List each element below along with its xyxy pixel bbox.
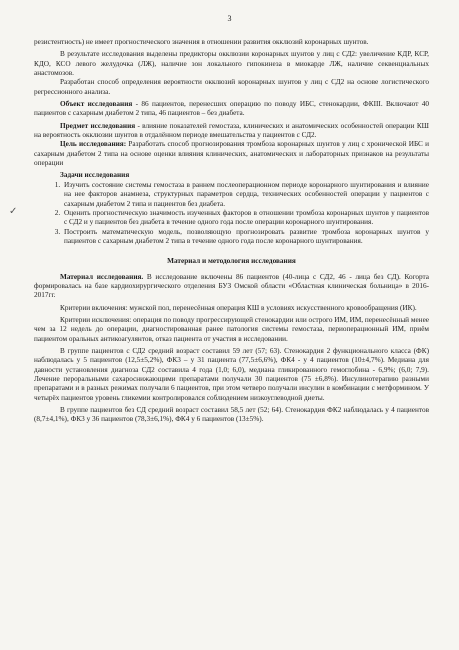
subject-label: Предмет исследования: [60, 121, 136, 130]
paragraph-group-sd2: В группе пациентов с СД2 средний возраст составил 59 лет (57; 63). Стенокардия 2 функционального класса (ФК) наблюдалась у 5 пациентов (12,5±5,2%), ФК3 – у 31 пациента (77,5±6,6%), ФК4 - у 4 пациентов (10±4,7%). Медиана для давности установления диагноза СД2 составила 4 года (1,0; 6,0), медиана гликированного гемоглобина - 6,9%; (6,0; 7,9). Лечение пероральными сахароснижающими препаратами получали 30 пациентов (75 ±6,8%). Инсулинотерапию разными препаратами и в разных режимах получали 6 пациентов, при этом четверо получали инсулин в комбинации с метформином. У четырёх пациентов уровень гликемии контролировался соблюдением низкоуглеводной диеты.: [34, 346, 429, 402]
task-item: 2. Оценить прогностическую значимость изученных факторов в отношении тромбоза коронарных шунтов у пациентов с СД2 и у пациентов без диабета в течение одного года после операции коронарного шунтирования.: [62, 209, 429, 228]
paragraph-inclusion: Критерии включения: мужской пол, перенесённая операция КШ в условиях искусственного кровообращения (ИК).: [60, 303, 417, 312]
object-label: Объект исследования: [60, 100, 133, 109]
object-text: - 86 пациентов, перенесших операцию по поводу ИБС, стенокардии, ФКIII. Включают 40 пациентов с сахарным диабетом 2 типа, 46 пациентов – без диабета.: [34, 100, 429, 118]
handwritten-checkmark: ✓: [9, 206, 18, 217]
task-item: 3. Построить математическую модель, позволяющую прогнозировать развитие тромбоза коронарных шунтов у пациентов с сахарным диабетом 2 типа в течение одного года после коронарного шунтирования.: [62, 228, 429, 247]
paragraph-predictors: В результате исследования выделены предикторы окклюзии коронарных шунтов у лиц с СД2: увеличение КДР, КСР, КДО, КСО левого желудочка (ЛЖ), наличие зон локального гипокинеза в миокарде ЛЖ, наличие секвенциальных анастомозов.: [34, 50, 429, 78]
paragraph-group-nosd: В группе пациентов без СД средний возраст составил 58,5 лет (52; 64). Стенокардия ФК2 наблюдалась у 4 пациентов (8,7±4,1%), ФК3 у 36 пациентов (78,3±6,1%), ФК4 у 6 пациентов (13±5%).: [34, 406, 429, 424]
paragraph-goal: [34, 140, 429, 168]
goal-label: Цель исследования:: [60, 140, 127, 149]
section-heading: Материал и методология исследования: [167, 257, 296, 266]
task-item: 1. Изучить состояние системы гемостаза в раннем послеоперационном периоде коронарного шунтирования и влияние на нее факторов анамнеза, структурных параметров сердца, технических особенностей операции у пациентов с сахарным диабетом 2 типа и пациентов без диабета.: [62, 181, 429, 209]
paragraph-material: [34, 273, 429, 301]
paragraph-object: [34, 100, 429, 119]
tasks-heading: Задачи исследования: [60, 171, 130, 180]
subject-text: - влияние показателей гемостаза, клинических и анатомических особенностей операции КШ на вероятность окклюзии шунтов в отдалённом периоде вмешательства у пациентов с СД2.: [34, 121, 429, 140]
paragraph-exclusion: Критерии исключения: операция по поводу прогрессирующей стенокардии или острого ИМ, ИМ, перенесённый менее чем за 12 недель до операции, диагностированная ранее патология системы гемостаза, периоперационный ИМ, приём пациентом оральных антикоагулянтов, отказ пациента от участия в исследовании.: [34, 315, 429, 343]
paragraph-method: Разработан способ определения вероятности окклюзий коронарных шунтов у лиц с СД2 на основе логистического регрессионного анализа.: [34, 78, 429, 96]
material-text: В исследование включены 86 пациентов (40-лица с СД2, 46 - лица без СД). Когорта формировалась на базе кардиохирургического отделения БУЗ Омской области «Областная клиническая больница» в 2016-2017гг.: [34, 272, 429, 300]
goal-text: Разработать способ прогнозирования тромбоза коронарных шунтов у лиц с хронической ИБС и сахарным диабетом 2 типа на основе оценки влияния клинических, анатомических и лабораторных признаков на результаты операции: [34, 140, 429, 168]
page-number: 3: [227, 14, 232, 23]
paragraph-subject: [34, 122, 429, 141]
material-label: Материал исследования.: [60, 272, 144, 281]
tasks-list: [34, 181, 429, 246]
paragraph-resistance: резистентность) не имеет прогностического значения в отношении развития окклюзий коронарных шунтов.: [34, 38, 369, 46]
